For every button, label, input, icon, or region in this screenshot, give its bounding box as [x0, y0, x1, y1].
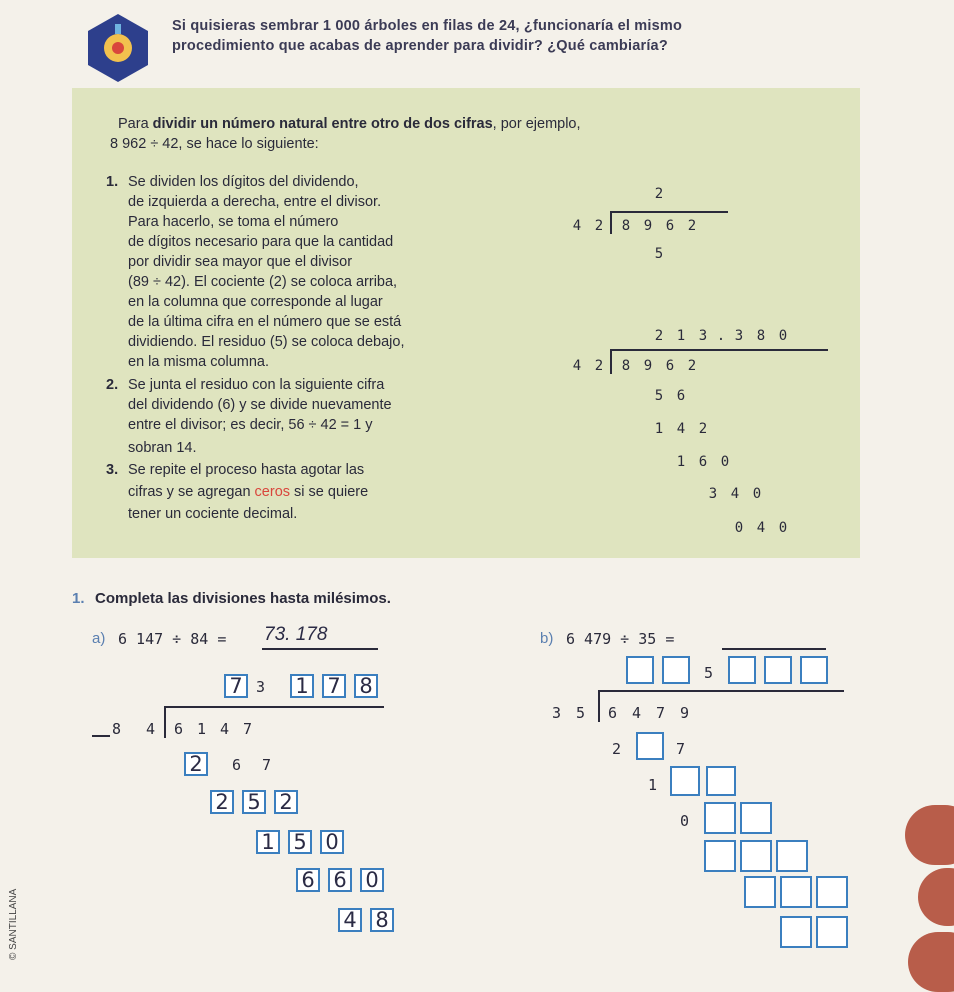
exercise-a-answer-line [262, 648, 378, 650]
div2-row-digit: 4 [730, 486, 740, 502]
step2-number: 2. [106, 377, 119, 393]
step2-line: Se junta el residuo con la siguiente cifra [128, 377, 385, 393]
activity-badge-icon [82, 12, 154, 84]
exercise-a-quotient-spacer [268, 694, 278, 695]
exercise-b-row-box[interactable] [780, 916, 812, 948]
exercise-title: Completa las divisiones hasta milésimos. [95, 590, 391, 607]
div2-row-digit: 5 [654, 388, 664, 404]
exercise-b-quotient-box[interactable] [764, 656, 792, 684]
exercise-a-row-digit: 1 [261, 830, 275, 854]
exercise-a-quotient-digit: 7 [327, 674, 341, 698]
step1-line: en la columna que corresponde al lugar [128, 294, 383, 310]
div1-dividend-digit: 8 [621, 218, 631, 234]
div1-divisor-digit: 4 [572, 218, 582, 234]
div2-row-digit: 6 [676, 388, 686, 404]
exercise-b-row-box[interactable] [744, 876, 776, 908]
exercise-a-row-digit: 5 [293, 830, 307, 854]
exercise-b-row-box[interactable] [776, 840, 808, 872]
exercise-a-divisor-digit: 4 [146, 720, 156, 738]
exercise-b-bracket-vertical [598, 690, 600, 722]
exercise-b-row-box[interactable] [704, 840, 736, 872]
div2-row-digit: 0 [734, 520, 744, 536]
div2-divisor-digit: 2 [594, 358, 604, 374]
exercise-a-row-digit: 6 [301, 868, 315, 892]
exercise-b-bracket-horizontal [598, 690, 844, 692]
div1-bracket-horizontal [610, 211, 728, 213]
div2-quotient-digit: 3 [734, 328, 744, 344]
exercise-b-row-box[interactable] [740, 802, 772, 834]
exercise-a-row-digit: 0 [365, 868, 379, 892]
exercise-number: 1. [72, 590, 85, 607]
div2-divisor-digit: 4 [572, 358, 582, 374]
step3-line: Se repite el proceso hasta agotar las [128, 462, 365, 478]
finger-decoration [908, 932, 954, 992]
exercise-b-label: b) [540, 630, 554, 647]
exercise-b-row-box[interactable] [740, 840, 772, 872]
div2-row-digit: 3 [708, 486, 718, 502]
step1-line: Para hacerlo, se toma el número [128, 214, 339, 230]
exercise-b-dividend-digit: 9 [680, 704, 690, 722]
div2-quotient-point: . [716, 328, 726, 344]
exercise-a-dividend-digit: 7 [243, 720, 253, 738]
div2-row-digit: 4 [756, 520, 766, 536]
exercise-b-quotient-box[interactable] [728, 656, 756, 684]
div1-quotient: 2 [654, 186, 664, 202]
exercise-b-divisor-digit: 5 [576, 704, 586, 722]
div2-quotient-digit: 1 [676, 328, 686, 344]
step1-number: 1. [106, 174, 119, 190]
exercise-a-divisor-mark [92, 735, 110, 737]
step1-line: en la misma columna. [128, 354, 270, 370]
exercise-b-quotient-box[interactable] [662, 656, 690, 684]
exercise-b-expression: 6 479 ÷ 35 = [566, 630, 675, 648]
exercise-a-row-digit: 2 [189, 752, 203, 776]
div2-bracket-horizontal [610, 349, 828, 351]
div2-dividend-digit: 2 [687, 358, 697, 374]
exercise-b-row-digit: 1 [648, 776, 658, 794]
exercise-a-row-digit: 2 [215, 790, 229, 814]
div2-quotient-digit: 8 [756, 328, 766, 344]
exercise-b-row-digit: 0 [680, 812, 690, 830]
exercise-b-quotient-box[interactable] [800, 656, 828, 684]
exercise-a-dividend-digit: 1 [197, 720, 207, 738]
div1-residue: 5 [654, 246, 664, 262]
card-title: Para dividir un número natural entre otro de dos cifras, por ejemplo, [118, 116, 581, 132]
finger-decoration [905, 805, 954, 865]
exercise-b-row-box[interactable] [816, 876, 848, 908]
div2-dividend-digit: 6 [665, 358, 675, 374]
exercise-a-bracket-vertical [164, 706, 166, 738]
div2-dividend-digit: 8 [621, 358, 631, 374]
div2-row-digit: 1 [676, 454, 686, 470]
exercise-a-row-digit: 8 [375, 908, 389, 932]
exercise-a-row-digit: 2 [279, 790, 293, 814]
div1-dividend-digit: 9 [643, 218, 653, 234]
div2-row-digit: 0 [720, 454, 730, 470]
div1-dividend-digit: 6 [665, 218, 675, 234]
step1-line: (89 ÷ 42). El cociente (2) se coloca arriba, [128, 274, 398, 290]
step2-line: del dividendo (6) y se divide nuevamente [128, 397, 392, 413]
step1-line: dividiendo. El residuo (5) se coloca debajo, [128, 334, 405, 350]
copyright-side-text: © SANTILLANA [8, 888, 19, 960]
exercise-b-row-box[interactable] [704, 802, 736, 834]
div2-quotient-digit: 3 [698, 328, 708, 344]
div2-row-digit: 4 [676, 421, 686, 437]
exercise-a-quotient-digit: 8 [359, 674, 373, 698]
exercise-b-answer-line[interactable] [722, 648, 826, 650]
div2-dividend-digit: 9 [643, 358, 653, 374]
exercise-a-row-digit: 6 [232, 756, 242, 774]
div1-bracket-vertical [610, 212, 612, 234]
step1-line: Se dividen los dígitos del dividendo, [128, 174, 359, 190]
exercise-a-row-digit: 5 [247, 790, 261, 814]
intro-question-line2: procedimiento que acabas de aprender para dividir? ¿Qué cambiaría? [172, 38, 668, 54]
div2-row-digit: 6 [698, 454, 708, 470]
exercise-b-row-box[interactable] [816, 916, 848, 948]
exercise-a-dividend-digit: 4 [220, 720, 230, 738]
exercise-a-bracket-horizontal [164, 706, 384, 708]
div1-dividend-digit: 2 [687, 218, 697, 234]
div2-bracket-vertical [610, 350, 612, 374]
exercise-b-row-digit: 2 [612, 740, 622, 758]
div2-quotient-digit: 0 [778, 328, 788, 344]
explanation-card [72, 88, 860, 558]
exercise-b-quotient-box[interactable] [626, 656, 654, 684]
exercise-b-row-box[interactable] [636, 732, 664, 760]
exercise-a-divisor-digit: 8 [112, 720, 122, 738]
div2-quotient-digit: 2 [654, 328, 664, 344]
exercise-a-row-digit: 6 [333, 868, 347, 892]
exercise-a-quotient-printed: 3 [256, 678, 266, 696]
step3-number: 3. [106, 462, 119, 478]
exercise-b-row-box[interactable] [670, 766, 700, 796]
step3-line: tener un cociente decimal. [128, 506, 298, 522]
exercise-a-row-digit: 7 [262, 756, 272, 774]
exercise-b-row-box[interactable] [706, 766, 736, 796]
exercise-a-row-digit: 0 [325, 830, 339, 854]
div2-row-digit: 0 [752, 486, 762, 502]
exercise-a-label: a) [92, 630, 106, 647]
exercise-b-dividend-digit: 6 [608, 704, 618, 722]
step2-line: sobran 14. [128, 440, 197, 456]
step3-line: cifras y se agregan ceros si se quiere [128, 484, 369, 500]
exercise-b-dividend-digit: 7 [656, 704, 666, 722]
card-title-line2: 8 962 ÷ 42, se hace lo siguiente: [110, 136, 319, 152]
step1-line: de dígitos necesario para que la cantidad [128, 234, 394, 250]
step2-line: entre el divisor; es decir, 56 ÷ 42 = 1 y [128, 417, 373, 433]
div2-row-digit: 1 [654, 421, 664, 437]
exercise-b-row-box[interactable] [780, 876, 812, 908]
exercise-b-divisor-digit: 3 [552, 704, 562, 722]
finger-decoration [918, 868, 954, 926]
step1-line: por dividir sea mayor que el divisor [128, 254, 353, 270]
step1-line: de la última cifra en el número que se está [128, 314, 402, 330]
exercise-b-dividend-digit: 4 [632, 704, 642, 722]
exercise-a-quotient-digit: 7 [229, 674, 243, 698]
div1-divisor-digit: 2 [594, 218, 604, 234]
div2-row-digit: 2 [698, 421, 708, 437]
exercise-b-quotient-printed: 5 [704, 664, 714, 682]
exercise-b-row-digit: 7 [676, 740, 686, 758]
exercise-a-dividend-digit: 6 [174, 720, 184, 738]
intro-question-line1: Si quisieras sembrar 1 000 árboles en filas de 24, ¿funcionaría el mismo [172, 18, 683, 34]
step1-line: de izquierda a derecha, entre el divisor. [128, 194, 382, 210]
exercise-a-quotient-digit: 1 [295, 674, 309, 698]
exercise-a-answer[interactable]: 73. 178 [264, 624, 328, 645]
exercise-a-expression: 6 147 ÷ 84 = [118, 630, 227, 648]
div2-row-digit: 0 [778, 520, 788, 536]
exercise-a-row-digit: 4 [343, 908, 357, 932]
